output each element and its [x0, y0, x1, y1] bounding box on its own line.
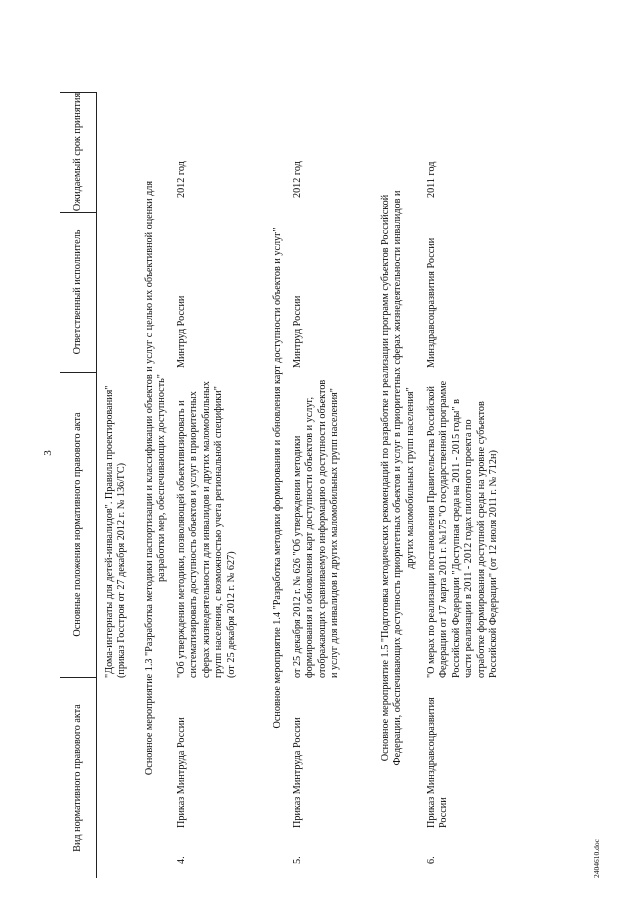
row-number: 5.: [292, 856, 303, 864]
header-term: Ожидаемый срок принятия: [60, 92, 97, 213]
act-type: Приказ Минтруда России: [292, 717, 303, 828]
measure-title: Основное мероприятие 1.4 "Разработка методики формирования и обновления карт доступности объектов и услуг": [272, 227, 283, 729]
term: 2012 год: [292, 161, 303, 198]
act-content: "Об утверждении методики, позволяющей объективизировать и систематизировать доступность объектов и услуг в приоритетных сферах жизнедеятельности для инвалидов и других маломобильных групп населения, с возможностью учета региональной специфики" (от 25 декабря 2012 г. № 627): [176, 381, 237, 678]
page-number: 3: [42, 450, 54, 456]
header-right-border: [60, 92, 96, 93]
act-content: от 25 декабря 2012 г. № 626 "Об утверждении методики формирования и обновления карт доступности объектов и услуг, отображающих сравниваемую информацию о доступности объектов и услуг для инвалидов и других маломобильных групп населения": [292, 379, 341, 678]
executor: Минтруд России: [176, 295, 187, 368]
act-type: Приказ Минтруда России: [176, 717, 187, 828]
header-executor: Ответственный исполнитель: [60, 212, 97, 373]
measure-title: Основное мероприятие 1.3 "Разработка методики паспортизации и классификации объектов и услуг с целью их объективной оценки для разработки мер, обеспечивающих доступность": [144, 180, 168, 776]
header-provisions: Основные положения нормативного правового акта: [60, 372, 97, 678]
term: 2011 год: [426, 161, 437, 198]
continuation-text: "Дома-интернаты для детей-инвалидов". Правила проектирования" (приказ Госстроя от 27 декабря 2012 г. № 136/ГС): [104, 385, 128, 678]
file-name: 2404610.doc: [592, 839, 601, 878]
term: 2012 год: [176, 161, 187, 198]
legislation-table: [60, 28, 580, 878]
act-content: "О мерах по реализации постановления Правительства Российской Федерации от 17 марта 2011 г. №175 "О государственной программе Российской Федерации "Доступная среда на 2011 - 2015 годы" в части реализации в 2011 - 2012 годах пилотного проекта по отработке формирования доступной среды на уровне субъектов Российской Федерации" (от 12 июля 2011 г. № 712н): [426, 380, 500, 678]
executor: Минздравсоцразвития России: [426, 237, 437, 368]
rotated-page: [12, 28, 612, 878]
measure-title: Основное мероприятие 1.5 "Подготовка методических рекомендаций по разработке и реализации программ субъектов Российской Федерации, обеспечивающих доступность приоритетных объектов и услуг в приоритетных сферах жизнедеятельности инвалидов и других маломобильных групп населения": [380, 190, 416, 766]
header-act-type: Вид нормативного правового акта: [60, 678, 97, 878]
row-number: 4.: [176, 856, 187, 864]
act-type: Приказ Минздравсоцразвития России: [426, 697, 450, 828]
row-number: 6.: [426, 856, 437, 864]
executor: Минтруд России: [292, 295, 303, 368]
